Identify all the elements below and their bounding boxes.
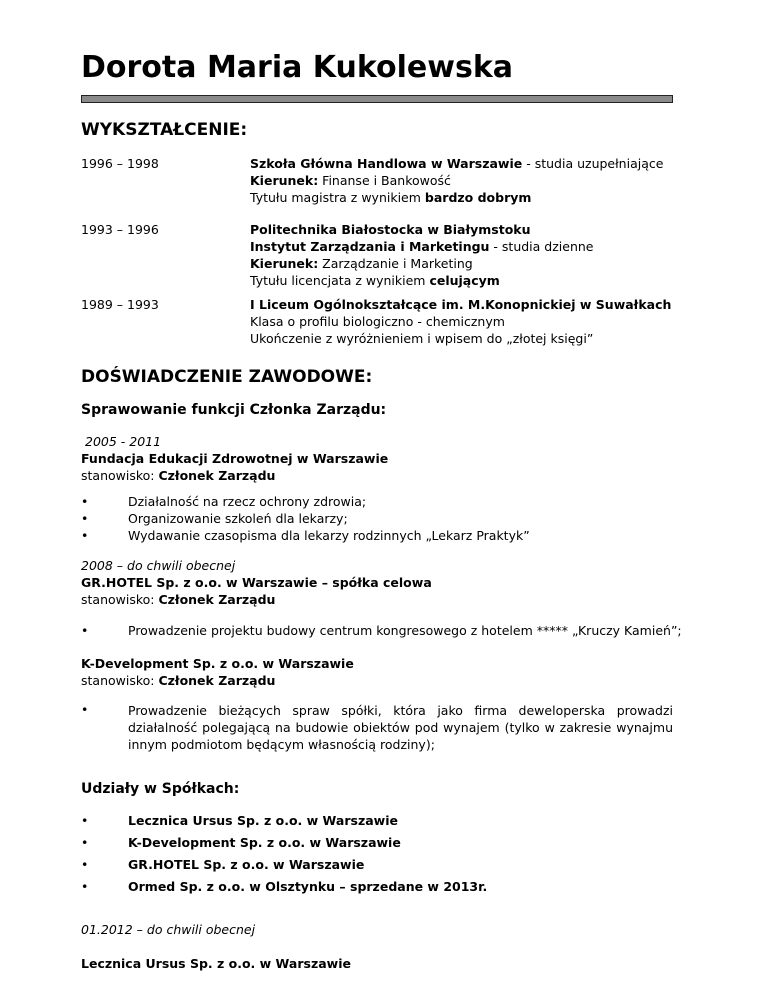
education-entry-2	[250, 221, 593, 289]
job-lecznica-company: Lecznica Ursus Sp. z o.o. w Warszawie	[81, 956, 351, 971]
class-profile: Klasa o profilu biologiczno - chemicznym	[250, 314, 505, 329]
header-divider	[81, 95, 673, 103]
position-value: Członek Zarządu	[158, 468, 276, 483]
result-grade: celującym	[429, 273, 500, 288]
list-item: • Lecznica Ursus Sp. z o.o. w Warszawie	[81, 813, 398, 828]
job-period: 2008 – do chwili obecnej	[81, 558, 236, 573]
list-item: • Prowadzenie projektu budowy centrum kongresowego z hotelem ***** „Kruczy Kamień”;	[81, 623, 682, 638]
direction-label: Kierunek:	[250, 173, 319, 188]
position-label: stanowisko:	[81, 468, 159, 483]
position-label: stanowisko:	[81, 673, 159, 688]
direction-value: Zarządzanie i Marketing	[318, 256, 473, 271]
result-prefix: Tytułu licencjata z wynikiem	[250, 273, 430, 288]
bullet: •	[81, 857, 89, 872]
list-item: • Organizowanie szkoleń dla lekarzy;	[81, 511, 348, 526]
shares-heading: Udziały w Spółkach:	[81, 781, 240, 797]
direction-label: Kierunek:	[250, 256, 319, 271]
experience-heading: DOŚWIADCZENIE ZAWODOWE:	[81, 367, 373, 387]
bullet: •	[81, 494, 89, 509]
education-heading: WYKSZTAŁCENIE:	[81, 120, 248, 140]
graduation-note: Ukończenie z wyróżnieniem i wpisem do „złotej księgi”	[250, 331, 594, 346]
direction-value: Finanse i Bankowość	[318, 173, 451, 188]
school-suffix: - studia uzupełniające	[522, 156, 664, 171]
education-entry-1	[250, 155, 663, 206]
board-heading: Sprawowanie funkcji Członka Zarządu:	[81, 402, 387, 418]
position-value: Członek Zarządu	[158, 673, 276, 688]
bullet: •	[81, 528, 89, 543]
institute-name: Instytut Zarządzania i Marketingu	[250, 239, 490, 254]
result-prefix: Tytułu magistra z wynikiem	[250, 190, 425, 205]
result-grade: bardzo dobrym	[424, 190, 532, 205]
shares-list	[81, 812, 487, 900]
institute-suffix: - studia dzienne	[489, 239, 594, 254]
job-kdevelopment	[81, 655, 354, 689]
education-entry-3	[250, 296, 671, 347]
bullet: •	[81, 511, 89, 526]
school-name: Szkoła Główna Handlowa w Warszawie	[250, 156, 523, 171]
position-label: stanowisko:	[81, 592, 159, 607]
bullet: •	[81, 835, 89, 850]
person-name: Dorota Maria Kukolewska	[81, 50, 514, 85]
job-kdevelopment-description: Prowadzenie bieżących spraw spółki, która jako firma deweloperska prowadzi działalność polegającą na budowie obiektów pod wynajem (tylko w zakresie wynajmu innym podmiotom będącym własnością rodziny);	[128, 703, 673, 752]
job-lecznica-period: 01.2012 – do chwili obecnej	[81, 922, 256, 937]
school-name: I Liceum Ogólnokształcące im. M.Konopnickiej w Suwałkach	[250, 297, 672, 312]
bullet: •	[81, 879, 89, 894]
job-period: 2005 - 2011	[85, 434, 162, 449]
list-item: • Działalność na rzecz ochrony zdrowia;	[81, 494, 367, 509]
job-company: Fundacja Edukacji Zdrowotnej w Warszawie	[81, 451, 389, 466]
school-name: Politechnika Białostocka w Białymstoku	[250, 222, 531, 237]
job-fundacja	[81, 433, 388, 484]
list-item: • Ormed Sp. z o.o. w Olsztynku – sprzedane w 2013r.	[81, 879, 488, 894]
job-fundacja-bullets	[81, 493, 530, 544]
bullet: •	[81, 623, 89, 638]
bullet: •	[81, 702, 89, 717]
list-item: • K-Development Sp. z o.o. w Warszawie	[81, 835, 401, 850]
bullet: •	[81, 813, 89, 828]
position-value: Członek Zarządu	[158, 592, 276, 607]
job-grhotel-bullets	[81, 622, 682, 639]
job-grhotel	[81, 557, 432, 608]
job-company: GR.HOTEL Sp. z o.o. w Warszawie – spółka celowa	[81, 575, 432, 590]
list-item: • GR.HOTEL Sp. z o.o. w Warszawie	[81, 857, 365, 872]
education-date-2: 1993 – 1996	[81, 222, 159, 237]
education-date-3: 1989 – 1993	[81, 297, 159, 312]
list-item: • Wydawanie czasopisma dla lekarzy rodzinnych „Lekarz Praktyk”	[81, 528, 530, 543]
job-company: K-Development Sp. z o.o. w Warszawie	[81, 656, 354, 671]
education-date-1: 1996 – 1998	[81, 156, 159, 171]
